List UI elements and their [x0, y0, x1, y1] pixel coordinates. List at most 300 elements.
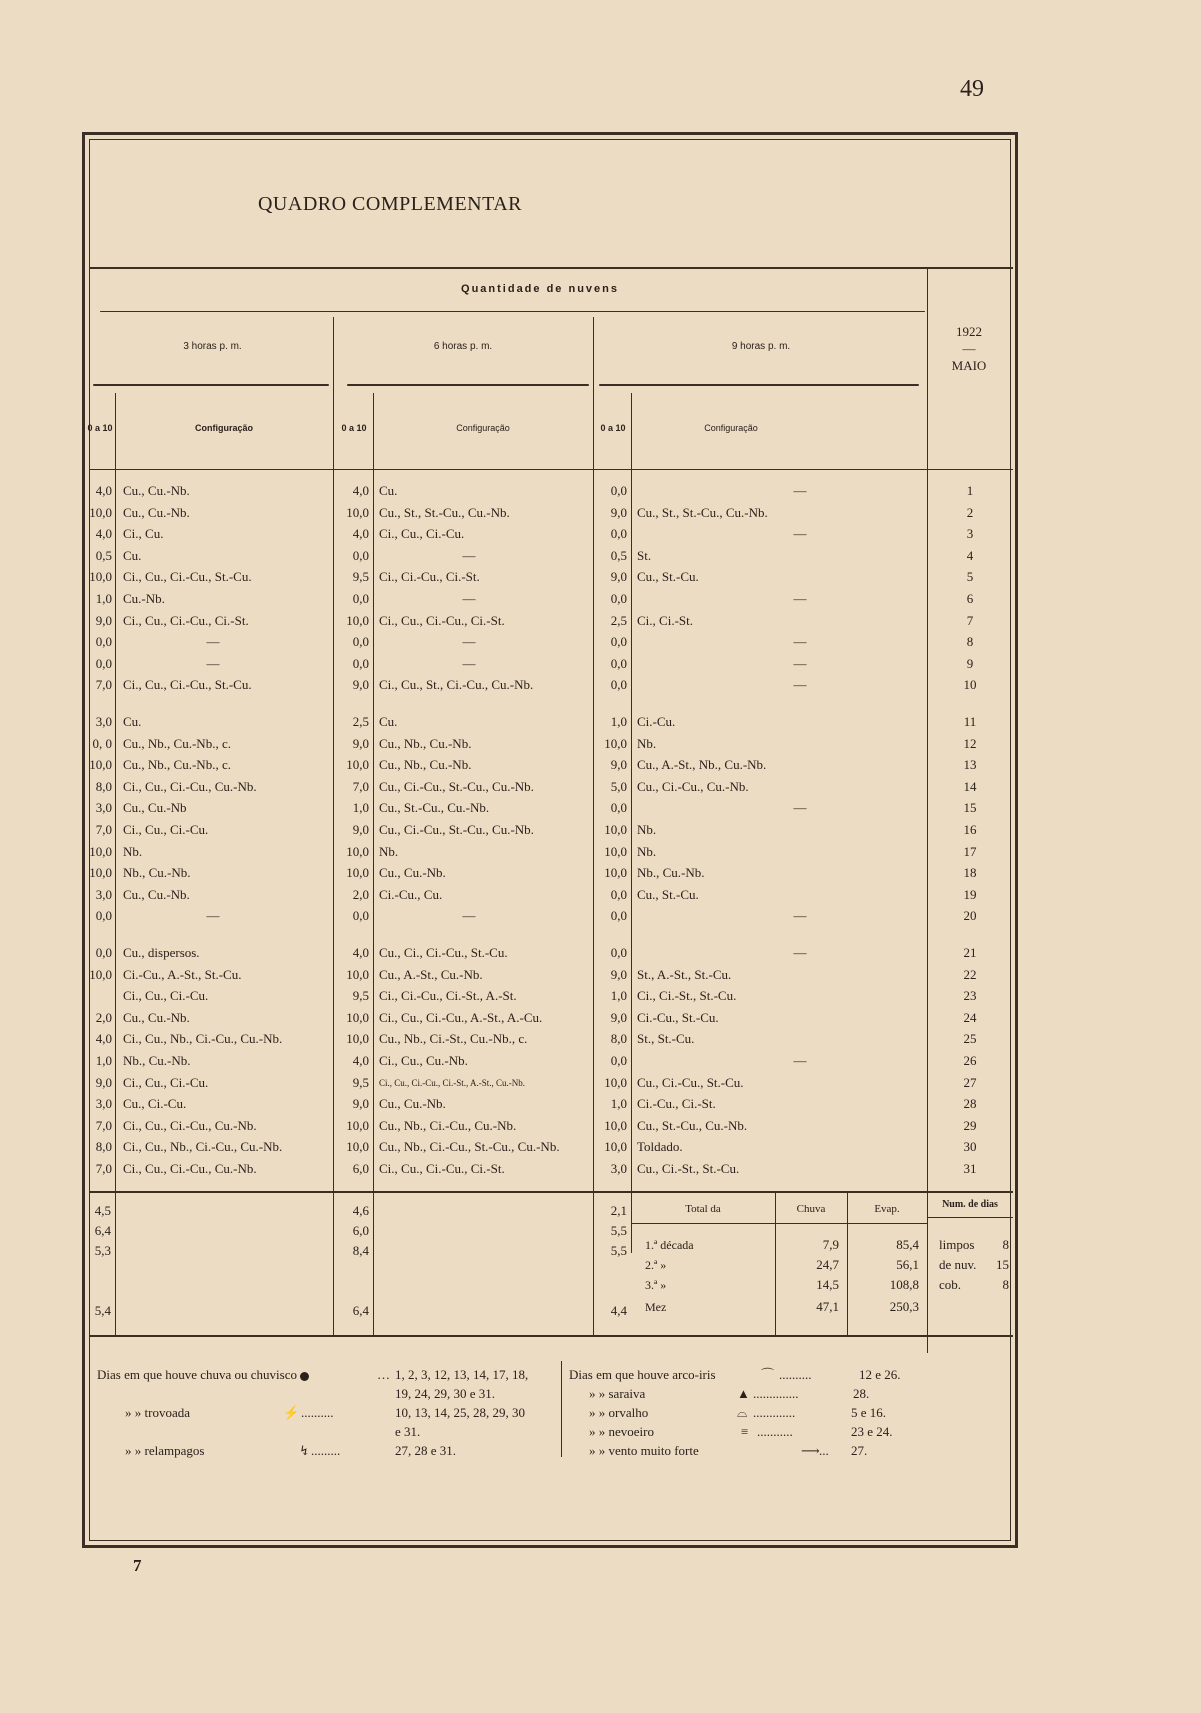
- weather-note-label: » » vento muito forte: [589, 1443, 699, 1458]
- lightning-note-days: 27, 28 e 31.: [395, 1443, 457, 1458]
- amount-3pm: 1,0: [95, 591, 112, 606]
- config-6pm: Ci., Cu., Cu.-Nb.: [379, 1053, 468, 1068]
- amount-6pm: 4,0: [352, 945, 369, 960]
- summary-value: 4,6: [352, 1203, 369, 1218]
- lightning-note-label: » » relampagos: [125, 1443, 205, 1458]
- year-label: 1922: [956, 324, 982, 339]
- amount-9pm: 0,0: [610, 483, 627, 498]
- footer-number: 7: [133, 1556, 142, 1575]
- amount-header: 0 a 10: [87, 423, 113, 433]
- day-number: 30: [963, 1139, 977, 1155]
- totals-label: 2.ª »: [645, 1258, 667, 1272]
- amount-6pm: 9,5: [352, 988, 369, 1004]
- amount-6pm: 4,0: [352, 526, 369, 542]
- day-number: 2: [966, 504, 974, 520]
- day-number: 9: [966, 655, 974, 671]
- amount-3pm: 3,0: [95, 886, 112, 902]
- amount-3pm: 3,0: [95, 800, 112, 816]
- weather-note-days: 5 e 16.: [851, 1405, 887, 1420]
- day-number: 31: [963, 1161, 977, 1176]
- amount-6pm: 2,0: [352, 886, 369, 902]
- divider: [347, 384, 589, 386]
- amount-9pm: 0,0: [610, 800, 627, 816]
- config-6pm: Cu., Nb., Ci.-St., Cu.-Nb., c.: [379, 1031, 528, 1047]
- amount-3pm: 0, 0: [92, 735, 112, 751]
- config-3pm: Nb.: [123, 843, 143, 859]
- amount-6pm: 10,0: [346, 1117, 369, 1133]
- config-6pm: —: [462, 655, 476, 671]
- rain-note-days: 1, 2, 3, 12, 13, 14, 17, 18,: [395, 1367, 529, 1382]
- day-number: 14: [963, 778, 977, 794]
- day-number: 18: [963, 865, 977, 881]
- config-9pm: —: [793, 945, 807, 960]
- amount-6pm: 10,0: [346, 1139, 369, 1155]
- amount-9pm: 9,0: [610, 966, 627, 982]
- amount-3pm: 0,0: [95, 908, 112, 924]
- days-label: de nuv.: [939, 1257, 977, 1272]
- amount-6pm: 9,5: [352, 1074, 369, 1090]
- fog-icon: ≡: [741, 1424, 749, 1439]
- thunder-note-label: » » trovoada: [125, 1405, 190, 1420]
- amount-9pm: 3,0: [610, 1161, 627, 1176]
- amount-6pm: 0,0: [352, 655, 369, 671]
- weather-note-days: 28.: [853, 1386, 870, 1401]
- config-9pm: —: [793, 591, 807, 606]
- config-header: Configuração: [194, 423, 253, 433]
- config-3pm: Ci., Cu., Ci.-Cu.: [123, 822, 209, 837]
- config-6pm: Cu., Ci.-Cu., St.-Cu., Cu.-Nb.: [379, 778, 534, 794]
- divider: [631, 1223, 927, 1224]
- table-frame: QUADRO COMPLEMENTAR Quantidade de nuvens 1922 — MAIO 3 horas p. m. 6 horas p. m. 9 horas p. m. 0 a 10 Configuração 0 a 10 Configuração 0 a 10 Configuração 4,0 Cu., Cu.-Nb. 4,0 Cu. 0,0 — 1 10,0 Cu., Cu.-Nb. 10,0 Cu., St., St.-Cu., Cu.-Nb. 9,0 Cu., St., St.-Cu., Cu.-Nb. 2 4,0 Ci., Cu. 4,0 Ci., Cu., Ci.-Cu. 0,0 — 3 0,5 Cu. 0,0 — 0,5 St. 4 10,0 Ci., Cu., Ci.-Cu., St.-Cu. 9,5 Ci., Ci.-Cu., Ci.-St. 9,0 Cu., St.-Cu. 5 1,0 Cu.-Nb. 0,0 — 0,0 — 6 9,0 Ci., Cu., Ci.-Cu., Ci.-St. 10,0 Ci., Cu., Ci.-Cu., Ci.-St. 2,5 Ci., Ci.-St. 7 0,0 — 0,0 — 0,0 — 8 0,0 — 0,0 — 0,0 — 9 7,0 Ci., Cu., Ci.-Cu., St.-Cu. 9,0 Ci., Cu., St., Ci.-Cu., Cu.-Nb. 0,0 — 10 3,0 Cu. 2,5 Cu. 1,0 Ci.-Cu. 11 0, 0 Cu., Nb., Cu.-Nb., c. 9,0 Cu., Nb., Cu.-Nb. 10,0 Nb. 12 10,0 Cu., Nb., Cu.-Nb., c. 10,0 Cu., Nb., Cu.-Nb. 9,0 Cu., A.-St., Nb., Cu.-Nb. 13 8,0 Ci., Cu., Ci.-Cu., Cu.-Nb. 7,0 Cu., Ci.-Cu., St.-Cu., Cu.-Nb. 5,0 Cu., Ci.-Cu., Cu.-Nb. 14 3,0 Cu., Cu.-Nb 1,0 Cu., St.-Cu., Cu.-Nb. 0,0 — 15 7,0 Ci., Cu., Ci.-Cu. 9,0 Cu., Ci.-Cu., St.-Cu., Cu.-Nb. 10,0 Nb. 16 10,0 Nb. 10,0 Nb. 10,0 Nb. 17 10,0 Nb., Cu.-Nb. 10,0 Cu., Cu.-Nb. 10,0 Nb., Cu.-Nb. 18 3,0 Cu., Cu.-Nb. 2,0 Ci.-Cu., Cu. 0,0 Cu., St.-Cu. 19 0,0 — 0,0 — 0,0 — 20 0,0 Cu., dispersos. 4,0 Cu., Ci., Ci.-Cu., St.-Cu. 0,0 — 21 10,0 Ci.-Cu., A.-St., St.-Cu. 10,0 Cu., A.-St., Cu.-Nb. 9,0 St., A.-St., St.-Cu. 22 Ci., Cu., Ci.-Cu. 9,5 Ci., Ci.-Cu., Ci.-St., A.-St. 1,0 Ci., Ci.-St., St.-Cu. 23 2,0 Cu., Cu.-Nb. 10,0 Ci., Cu., Ci.-Cu., A.-St., A.-Cu. 9,0 Ci.-Cu., St.-Cu. 24 4,0 Ci., Cu., Nb., Ci.-Cu., Cu.-Nb. 10,0 Cu., Nb., Ci.-St., Cu.-Nb., c. 8,0 St., St.-Cu. 25 1,0 Nb., Cu.-Nb. 4,0 Ci., Cu., Cu.-Nb. 0,0 — 26 9,0 Ci., Cu., Ci.-Cu. 9,5 Ci., Cu., Ci.-Cu., Ci.-St., A.-St., Cu.-Nb. 10,0 Cu., Ci.-Cu., St.-Cu. 27 3,0 Cu., Ci.-Cu. 9,0 Cu., Cu.-Nb. 1,0 Ci.-Cu., Ci.-St. 28 7,0 Ci., Cu., Ci.-Cu., Cu.-Nb. 10,0 Cu., Nb., Ci.-Cu., Cu.-Nb. 10,0 Cu., St.-Cu., Cu.-Nb. 29 8,0 Ci., Cu., Nb., Ci.-Cu., Cu.-Nb. 10,0 Cu., Nb., Ci.-Cu., St.-Cu., Cu.-Nb. 10,0 Toldado. 30 7,0 Ci., Cu., Ci.-Cu., Cu.-Nb. 6,0 Ci., Cu., Ci.-Cu., Ci.-St. 3,0 Cu., Ci.-St., St.-Cu. 31 4,5 6,4 5,3 5,4 4,6 6,0 8,4 6,4 2,1 5,5 5,5 4,4 Total da Chuva Evap. Num. de dias 1.ª década 7,9 85,4 2.ª » 24,7 56,1 3.ª » 14,5 108,8 Mez 47,1 250,3 limpos 8 de nuv. 15 cob. 8 Dias em que houve chuva ou chuvisco … 1, 2, 3, 12, 13, 14, 17, 18, 19, 24, 29, 30 e 31. » » trovoada ⚡ .......... 10, 13, 14, 25, 28, 29, 30 e 31. » » relampagos ↯ ......... 27, 28 e 31. Dias em que houve arco-iris ⌒ .......... 12 e 26. » » saraiva ▲ .............. 28. » » orvalho ⌓ ............. 5 e 16. » » nevoeiro ≡ ........... 23 e 24. » » vento muito forte ⟶ ... 27.: [82, 132, 1018, 1548]
- amount-6pm: 9,5: [352, 569, 369, 585]
- config-6pm: Cu., Nb., Cu.-Nb.: [379, 735, 472, 751]
- totals-header-label: Total da: [685, 1203, 721, 1215]
- config-6pm: Nb.: [379, 843, 399, 859]
- days-label: cob.: [939, 1277, 962, 1292]
- config-6pm: Cu., Nb., Ci.-Cu., Cu.-Nb.: [379, 1117, 517, 1133]
- config-6pm: Cu., Cu.-Nb.: [379, 1096, 446, 1112]
- totals-evap: 108,8: [889, 1277, 919, 1292]
- amount-9pm: 10,0: [604, 1139, 627, 1155]
- dew-icon: ⌓: [737, 1405, 748, 1420]
- amount-3pm: 7,0: [95, 1117, 112, 1133]
- lightning-symbol-icon: ↯: [299, 1443, 310, 1458]
- totals-chuva: 14,5: [816, 1277, 839, 1292]
- amount-3pm: 1,0: [95, 1053, 112, 1068]
- summary-value: 5,3: [94, 1243, 111, 1258]
- config-6pm: Cu., St., St.-Cu., Cu.-Nb.: [379, 504, 510, 520]
- config-3pm: Ci., Cu., Nb., Ci.-Cu., Cu.-Nb.: [123, 1139, 283, 1155]
- config-3pm: Ci., Cu., Ci.-Cu., Ci.-St.: [123, 612, 249, 628]
- config-3pm: Ci., Cu., Ci.-Cu., Cu.-Nb.: [123, 778, 257, 794]
- amount-9pm: 0,0: [610, 655, 627, 671]
- config-6pm: Ci., Ci.-Cu., Ci.-St., A.-St.: [379, 988, 517, 1004]
- config-6pm: Cu., Cu.-Nb.: [379, 865, 446, 881]
- config-3pm: Ci., Cu.: [123, 526, 164, 542]
- divider: [89, 469, 1013, 470]
- config-9pm: Cu., St., St.-Cu., Cu.-Nb.: [637, 504, 768, 520]
- amount-9pm: 0,0: [610, 945, 627, 960]
- amount-3pm: 4,0: [95, 526, 112, 542]
- summary-value: 2,1: [610, 1203, 627, 1218]
- config-header: Configuração: [456, 423, 510, 433]
- config-3pm: Ci., Cu., Nb., Ci.-Cu., Cu.-Nb.: [123, 1031, 283, 1047]
- amount-9pm: 10,0: [604, 735, 627, 751]
- summary-value: 5,4: [94, 1303, 111, 1318]
- config-9pm: —: [793, 1053, 807, 1068]
- divider: [89, 1335, 1013, 1337]
- config-9pm: Nb.: [637, 735, 657, 751]
- amount-9pm: 0,0: [610, 908, 627, 924]
- weather-note-label: Dias em que houve arco-iris: [569, 1367, 716, 1382]
- day-number: 6: [966, 591, 974, 606]
- config-3pm: —: [206, 908, 220, 924]
- config-9pm: Ci., Ci.-St., St.-Cu.: [637, 988, 737, 1004]
- amount-6pm: 2,5: [352, 714, 369, 729]
- config-9pm: Cu., St.-Cu.: [637, 569, 699, 585]
- amount-6pm: 10,0: [346, 865, 369, 881]
- weather-note-days: 23 e 24.: [851, 1424, 893, 1439]
- amount-6pm: 6,0: [352, 1161, 369, 1176]
- days-value: 8: [1002, 1237, 1009, 1252]
- summary-amount-3pm: [85, 1201, 111, 1321]
- totals-chuva: 7,9: [822, 1237, 839, 1252]
- day-number: 3: [966, 526, 974, 542]
- config-3pm: Cu.-Nb.: [123, 591, 165, 606]
- amount-6pm: 9,0: [352, 822, 369, 837]
- config-6pm: Cu., Nb., Ci.-Cu., St.-Cu., Cu.-Nb.: [379, 1139, 560, 1155]
- rain-note: Dias em que houve chuva ou chuvisco … 1, 2, 3, 12, 13, 14, 17, 18,: [97, 1367, 529, 1382]
- config-3pm: Nb., Cu.-Nb.: [123, 865, 191, 881]
- amount-3pm: 4,0: [95, 1031, 112, 1047]
- weather-note-label: » » nevoeiro: [589, 1424, 654, 1439]
- day-number: 7: [966, 612, 974, 628]
- day-number: 1: [966, 483, 974, 498]
- day-number: 25: [963, 1031, 977, 1047]
- amount-3pm: 0,0: [95, 634, 112, 650]
- amount-6pm: 10,0: [346, 966, 369, 982]
- config-3pm: Ci., Cu., Ci.-Cu., Cu.-Nb.: [123, 1161, 257, 1176]
- config-3pm: Cu., Ci.-Cu.: [123, 1096, 187, 1112]
- totals-label: 3.ª »: [645, 1278, 667, 1292]
- totals-header-evap: Evap.: [874, 1203, 900, 1215]
- period-header-9pm: 9 horas p. m.: [731, 341, 791, 352]
- summary-value: 5,5: [610, 1223, 627, 1238]
- amount-6pm: 10,0: [346, 1031, 369, 1047]
- amount-9pm: 0,0: [610, 886, 627, 902]
- summary-value: 6,4: [352, 1303, 369, 1318]
- config-9pm: St., St.-Cu.: [637, 1031, 695, 1047]
- totals-evap: 56,1: [896, 1257, 919, 1272]
- day-number: 22: [963, 966, 977, 982]
- amount-6pm: 9,0: [352, 735, 369, 751]
- config-3pm: Cu., Cu.-Nb.: [123, 483, 190, 498]
- summary-value: 8,4: [352, 1243, 369, 1258]
- amount-6pm: 1,0: [352, 800, 369, 816]
- amount-9pm: 9,0: [610, 757, 627, 773]
- config-9pm: —: [793, 908, 807, 924]
- page-title: QUADRO COMPLEMENTAR: [257, 193, 523, 215]
- amount-9pm: 9,0: [610, 504, 627, 520]
- amount-9pm: 2,5: [610, 612, 627, 628]
- amount-9pm: 0,0: [610, 1053, 627, 1068]
- day-number: 28: [963, 1096, 977, 1112]
- config-6pm: Cu.: [379, 714, 398, 729]
- amount-6pm: 10,0: [346, 1009, 369, 1025]
- config-6pm: Ci., Cu., Ci.-Cu., Ci.-St.: [379, 612, 505, 628]
- config-9pm: St.: [637, 547, 652, 563]
- config-3pm: Ci., Cu., Ci.-Cu.: [123, 988, 209, 1004]
- summary-value: 6,4: [94, 1223, 111, 1238]
- totals-evap: 85,4: [896, 1237, 919, 1252]
- rain-note-label: Dias em que houve chuva ou chuvisco: [97, 1367, 298, 1382]
- config-6pm: Cu., A.-St., Cu.-Nb.: [379, 966, 483, 982]
- summary-value: 4,5: [94, 1203, 111, 1218]
- amount-9pm: 8,0: [610, 1031, 627, 1047]
- notes-left: [97, 1365, 529, 1460]
- page-number: 49: [960, 76, 984, 102]
- amount-9pm: 0,0: [610, 591, 627, 606]
- amount-6pm: 0,0: [352, 591, 369, 606]
- config-3pm: Ci., Cu., Ci.-Cu., Cu.-Nb.: [123, 1117, 257, 1133]
- config-3pm: —: [206, 634, 220, 650]
- config-6pm: Ci., Cu., St., Ci.-Cu., Cu.-Nb.: [379, 677, 534, 693]
- config-9pm: Cu., St.-Cu.: [637, 886, 699, 902]
- amount-6pm: 4,0: [352, 1053, 369, 1068]
- amount-9pm: 10,0: [604, 865, 627, 881]
- days-value: 15: [996, 1257, 1009, 1272]
- weather-note-label: » » saraiva: [589, 1386, 646, 1401]
- config-6pm: Ci., Ci.-Cu., Ci.-St.: [379, 569, 480, 585]
- day-number: 16: [963, 822, 977, 837]
- amount-9pm: 0,0: [610, 677, 627, 693]
- day-number: 11: [963, 714, 977, 729]
- config-6pm: Ci.-Cu., Cu.: [379, 886, 443, 902]
- weather-note-days: 27.: [851, 1443, 868, 1458]
- amount-6pm: 10,0: [346, 757, 369, 773]
- amount-3pm: 10,0: [89, 569, 112, 585]
- month-label: MAIO: [951, 358, 987, 373]
- config-9pm: Toldado.: [637, 1139, 683, 1155]
- config-6pm: Ci., Cu., Ci.-Cu.: [379, 526, 465, 542]
- amount-3pm: 10,0: [89, 504, 112, 520]
- amount-9pm: 1,0: [610, 1096, 627, 1112]
- day-number: 29: [963, 1117, 977, 1133]
- amount-9pm: 1,0: [610, 714, 627, 729]
- config-9pm: Nb.: [637, 843, 657, 859]
- period-header-3pm: 3 horas p. m.: [183, 341, 242, 352]
- amount-9pm: 10,0: [604, 822, 627, 837]
- day-number: 19: [963, 886, 977, 902]
- summary-amount-9pm: [595, 1201, 627, 1321]
- divider: [89, 1191, 1013, 1193]
- config-6pm: Cu.: [379, 483, 398, 498]
- config-6pm: Cu., Ci., Ci.-Cu., St.-Cu.: [379, 945, 508, 960]
- weather-note-days: 12 e 26.: [859, 1367, 901, 1382]
- config-9pm: Nb., Cu.-Nb.: [637, 865, 705, 881]
- divider: [115, 393, 116, 1335]
- config-6pm: —: [462, 547, 476, 563]
- day-number: 4: [966, 547, 974, 563]
- divider: [373, 393, 374, 1335]
- amount-3pm: 7,0: [95, 1161, 112, 1176]
- amount-3pm: 8,0: [95, 1139, 112, 1155]
- amount-3pm: 0,5: [95, 547, 112, 563]
- day-number: 5: [966, 569, 974, 585]
- day-number: 26: [963, 1053, 977, 1068]
- thunder-note-days: 10, 13, 14, 25, 28, 29, 30: [395, 1405, 525, 1420]
- config-3pm: Ci.-Cu., A.-St., St.-Cu.: [123, 966, 242, 982]
- config-3pm: Cu.: [123, 547, 142, 563]
- amount-3pm: 2,0: [95, 1009, 112, 1025]
- config-9pm: —: [793, 526, 807, 542]
- config-9pm: —: [793, 800, 807, 816]
- day-number: 8: [966, 634, 974, 650]
- amount-3pm: 10,0: [89, 865, 112, 881]
- amount-9pm: 9,0: [610, 1009, 627, 1025]
- year-dash: —: [962, 341, 976, 356]
- config-6pm: Cu., Nb., Cu.-Nb.: [379, 757, 472, 773]
- amount-9pm: 0,5: [610, 547, 627, 563]
- totals-evap: 250,3: [889, 1299, 919, 1314]
- divider: [599, 384, 919, 386]
- amount-3pm: 3,0: [95, 1096, 112, 1112]
- thunder-note: » » trovoada ⚡ .......... 10, 13, 14, 25, 28, 29, 30: [125, 1405, 525, 1420]
- config-3pm: Cu., Cu.-Nb.: [123, 886, 190, 902]
- amount-6pm: 10,0: [346, 843, 369, 859]
- config-9pm: Cu., A.-St., Nb., Cu.-Nb.: [637, 757, 767, 773]
- config-3pm: Ci., Cu., Ci.-Cu., St.-Cu.: [123, 677, 252, 693]
- summary-value: 4,4: [610, 1303, 627, 1318]
- config-3pm: Ci., Cu., Ci.-Cu., St.-Cu.: [123, 569, 252, 585]
- day-number: 23: [963, 988, 977, 1004]
- amount-6pm: 0,0: [352, 634, 369, 650]
- config-6pm: —: [462, 591, 476, 606]
- day-number: 12: [963, 735, 977, 751]
- totals-header-rain: Chuva: [796, 1203, 826, 1215]
- amount-3pm: 0,0: [95, 945, 112, 960]
- amount-3pm: 7,0: [95, 822, 112, 837]
- clouds-super-header: Quantidade de nuvens: [461, 283, 619, 295]
- rain-note-days-cont: 19, 24, 29, 30 e 31.: [395, 1386, 496, 1401]
- amount-6pm: 9,0: [352, 677, 369, 693]
- summary-amount-6pm: [335, 1201, 369, 1321]
- day-number: 20: [963, 908, 977, 924]
- config-9pm: —: [793, 483, 807, 498]
- config-9pm: Ci., Ci.-St.: [637, 612, 693, 628]
- amount-9pm: 10,0: [604, 1117, 627, 1133]
- config-9pm: Cu., Ci.-Cu., Cu.-Nb.: [637, 778, 749, 794]
- config-3pm: Ci., Cu., Ci.-Cu.: [123, 1074, 209, 1090]
- divider: [927, 1217, 1013, 1218]
- config-3pm: Nb., Cu.-Nb.: [123, 1053, 191, 1068]
- day-number: 13: [963, 757, 977, 773]
- day-number: 21: [963, 945, 977, 960]
- days-label: limpos: [939, 1237, 975, 1252]
- config-6pm: Ci., Cu., Ci.-Cu., Ci.-St., A.-St., Cu.-Nb.: [379, 1077, 526, 1088]
- totals-label: 1.ª década: [645, 1238, 694, 1252]
- amount-3pm: 10,0: [89, 843, 112, 859]
- amount-3pm: 10,0: [89, 966, 112, 982]
- amount-9pm: 9,0: [610, 569, 627, 585]
- config-9pm: Ci.-Cu.: [637, 714, 676, 729]
- config-9pm: Cu., St.-Cu., Cu.-Nb.: [637, 1117, 748, 1133]
- weather-note-label: » » orvalho: [589, 1405, 649, 1420]
- year-month-header: [927, 323, 1011, 374]
- amount-9pm: 0,0: [610, 634, 627, 650]
- amount-6pm: 9,0: [352, 1096, 369, 1112]
- amount-3pm: 3,0: [95, 714, 112, 729]
- totals-chuva: 24,7: [816, 1257, 839, 1272]
- config-9pm: —: [793, 677, 807, 693]
- thunder-note-days-cont: e 31.: [395, 1424, 421, 1439]
- day-number: 24: [963, 1009, 977, 1025]
- lightning-note: » » relampagos ↯ ......... 27, 28 e 31.: [125, 1443, 457, 1458]
- config-3pm: Cu., Nb., Cu.-Nb., c.: [123, 735, 231, 751]
- amount-6pm: 10,0: [346, 504, 369, 520]
- config-header: Configuração: [704, 423, 758, 433]
- amount-6pm: 7,0: [352, 778, 369, 794]
- day-number: 27: [963, 1074, 977, 1090]
- days-value: 8: [1002, 1277, 1009, 1292]
- config-3pm: Cu., Cu.-Nb.: [123, 504, 190, 520]
- days-header: Num. de dias: [942, 1199, 998, 1210]
- amount-9pm: 1,0: [610, 988, 627, 1004]
- amount-6pm: 0,0: [352, 908, 369, 924]
- config-9pm: Cu., Ci.-Cu., St.-Cu.: [637, 1074, 744, 1090]
- config-9pm: Cu., Ci.-St., St.-Cu.: [637, 1161, 740, 1176]
- config-6pm: Ci., Cu., Ci.-Cu., A.-St., A.-Cu.: [379, 1009, 543, 1025]
- amount-3pm: 0,0: [95, 655, 112, 671]
- day-number: 15: [963, 800, 977, 816]
- day-number: 17: [963, 843, 977, 859]
- config-3pm: Cu., Nb., Cu.-Nb., c.: [123, 757, 231, 773]
- amount-9pm: 10,0: [604, 1074, 627, 1090]
- divider: [561, 1361, 562, 1457]
- amount-9pm: 0,0: [610, 526, 627, 542]
- hail-icon: ▲: [737, 1386, 750, 1401]
- amount-3pm: 8,0: [95, 778, 112, 794]
- amount-6pm: 0,0: [352, 547, 369, 563]
- amount-9pm: 5,0: [610, 778, 627, 794]
- amount-9pm: 10,0: [604, 843, 627, 859]
- amount-3pm: 4,0: [95, 483, 112, 498]
- config-3pm: Cu., Cu.-Nb.: [123, 1009, 190, 1025]
- config-9pm: Ci.-Cu., Ci.-St.: [637, 1096, 716, 1112]
- amount-3pm: 9,0: [95, 1074, 112, 1090]
- day-number: 10: [963, 677, 977, 693]
- config-3pm: Cu.: [123, 714, 142, 729]
- config-9pm: St., A.-St., St.-Cu.: [637, 966, 732, 982]
- config-6pm: Cu., Ci.-Cu., St.-Cu., Cu.-Nb.: [379, 822, 534, 837]
- amount-6pm: 4,0: [352, 483, 369, 498]
- config-3pm: —: [206, 655, 220, 671]
- config-6pm: —: [462, 908, 476, 924]
- config-9pm: —: [793, 655, 807, 671]
- divider: [631, 393, 632, 1253]
- summary-value: 5,5: [610, 1243, 627, 1258]
- amount-3pm: 7,0: [95, 677, 112, 693]
- divider: [100, 311, 925, 312]
- divider: [93, 384, 329, 386]
- amount-header: 0 a 10: [341, 423, 367, 433]
- amount-header: 0 a 10: [600, 423, 626, 433]
- totals-label: Mez: [645, 1300, 667, 1314]
- config-9pm: —: [793, 634, 807, 650]
- divider: [89, 267, 1013, 269]
- thunder-symbol-icon: ⚡: [283, 1405, 300, 1420]
- amount-3pm: 10,0: [89, 757, 112, 773]
